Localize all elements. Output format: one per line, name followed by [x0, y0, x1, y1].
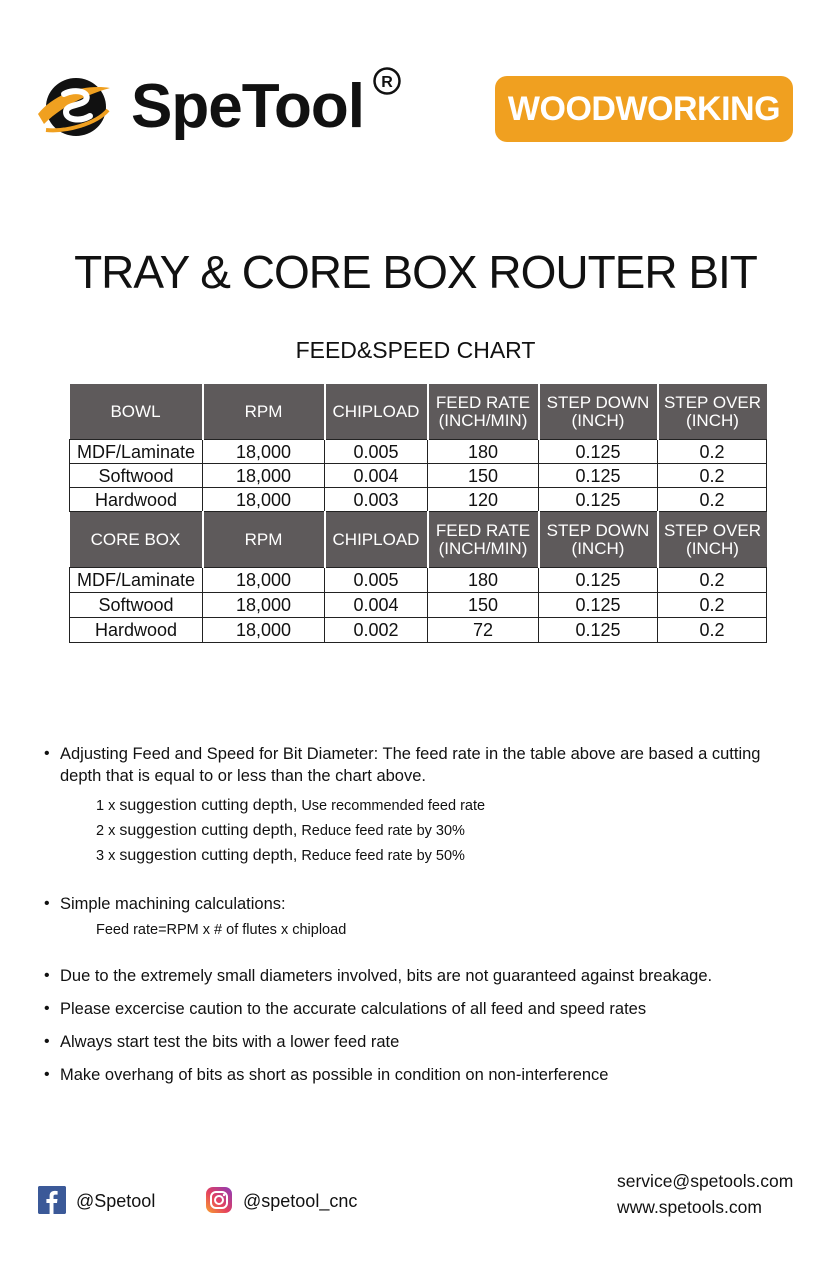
spetool-logo-icon	[36, 74, 112, 140]
rpm-cell: 18,000	[203, 593, 325, 618]
header-step-over	[658, 384, 767, 440]
chipload-cell: 0.004	[325, 464, 428, 488]
category-badge: WOODWORKING	[495, 76, 793, 142]
feed-rate-cell: 120	[428, 488, 539, 512]
header-step-over	[658, 512, 767, 568]
feed-rate-cell: 150	[428, 464, 539, 488]
note-item	[44, 1064, 784, 1086]
bullet: •	[44, 895, 50, 912]
bullet: •	[44, 1066, 50, 1083]
header-feed-rate	[428, 512, 539, 568]
depth-rule	[96, 821, 465, 841]
step-down-cell: 0.125	[539, 568, 658, 593]
contact-email[interactable]: service@spetools.com	[617, 1171, 794, 1191]
registered-mark-icon	[372, 66, 402, 96]
table-header-row	[70, 512, 767, 568]
table-row	[70, 464, 767, 488]
rpm-cell: 18,000	[203, 488, 325, 512]
header-step-down	[539, 384, 658, 440]
note-text: Due to the extremely small diameters involved, bits are not guaranteed against breakage.	[60, 967, 713, 985]
step-down-cell: 0.125	[539, 440, 658, 464]
depth-rule-text: Reduce feed rate by 50%	[301, 848, 465, 864]
feed-rate-cell: 180	[428, 440, 539, 464]
header-step-down-unit: (INCH)	[571, 538, 625, 558]
step-over-cell: 0.2	[658, 568, 767, 593]
note-text: Make overhang of bits as short as possible in condition on non-interference	[60, 1066, 609, 1084]
table-header-row	[70, 384, 767, 440]
note-adjust	[44, 743, 784, 787]
header-feed-rate-unit: (INCH/MIN)	[438, 410, 528, 430]
instagram-icon[interactable]	[205, 1186, 233, 1214]
calc-formula: Feed rate=RPM x # of flutes x chipload	[96, 922, 347, 938]
table-row	[70, 593, 767, 618]
brand-name: SpeTool	[131, 72, 364, 141]
step-over-cell: 0.2	[658, 464, 767, 488]
note-text: Please excercise caution to the accurate calculations of all feed and speed rates	[60, 1000, 647, 1018]
header-step-over-unit: (INCH)	[686, 410, 739, 430]
header-step-down-label: STEP DOWN	[546, 392, 650, 412]
material-cell: MDF/Laminate	[70, 568, 203, 593]
instagram-handle[interactable]: @spetool_cnc	[243, 1191, 358, 1211]
table-row	[70, 618, 767, 643]
bullet: •	[44, 1000, 50, 1017]
header-step-down	[539, 512, 658, 568]
depth-rule	[96, 846, 465, 866]
header-step-over-label: STEP OVER	[664, 392, 761, 412]
section-name-cell: CORE BOX	[70, 512, 203, 568]
step-down-cell: 0.125	[539, 488, 658, 512]
feed-rate-cell: 150	[428, 593, 539, 618]
feed-speed-table	[69, 384, 767, 643]
material-cell: Softwood	[70, 593, 203, 618]
svg-text:R: R	[381, 74, 393, 91]
bullet: •	[44, 745, 50, 762]
contact-website[interactable]: www.spetools.com	[617, 1197, 762, 1217]
header-rpm: RPM	[203, 512, 325, 568]
material-cell: MDF/Laminate	[70, 440, 203, 464]
header-rpm: RPM	[203, 384, 325, 440]
depth-multiplier: 3 x	[96, 848, 116, 864]
step-down-cell: 0.125	[539, 618, 658, 643]
depth-multiplier: 1 x	[96, 798, 116, 814]
facebook-icon[interactable]	[38, 1186, 66, 1214]
table-row	[70, 488, 767, 512]
header-feed-rate-unit: (INCH/MIN)	[438, 538, 528, 558]
note-text: Adjusting Feed and Speed for Bit Diameter: The feed rate in the table above are based a cutting depth that is equal to or less than the chart above.	[60, 745, 761, 785]
rpm-cell: 18,000	[203, 618, 325, 643]
note-item	[44, 1031, 784, 1053]
material-cell: Hardwood	[70, 618, 203, 643]
facebook-handle[interactable]: @Spetool	[76, 1191, 156, 1211]
chart-subtitle: FEED&SPEED CHART	[295, 337, 536, 363]
material-cell: Hardwood	[70, 488, 203, 512]
rpm-cell: 18,000	[203, 440, 325, 464]
material-cell: Softwood	[70, 464, 203, 488]
note-text: Simple machining calculations:	[60, 895, 286, 913]
chipload-cell: 0.004	[325, 593, 428, 618]
chipload-cell: 0.005	[325, 440, 428, 464]
rpm-cell: 18,000	[203, 464, 325, 488]
header-step-over-label: STEP OVER	[664, 520, 761, 540]
note-calc	[44, 893, 784, 915]
step-down-cell: 0.125	[539, 464, 658, 488]
header-step-down-label: STEP DOWN	[546, 520, 650, 540]
feed-rate-cell: 72	[428, 618, 539, 643]
depth-rule-text: Use recommended feed rate	[301, 798, 486, 814]
header-chipload: CHIPLOAD	[325, 384, 428, 440]
header-chipload: CHIPLOAD	[325, 512, 428, 568]
step-over-cell: 0.2	[658, 440, 767, 464]
chipload-cell: 0.002	[325, 618, 428, 643]
depth-rule	[96, 796, 485, 816]
header-step-down-unit: (INCH)	[571, 410, 625, 430]
depth-phrase: suggestion cutting depth,	[119, 847, 298, 864]
header-step-over-unit: (INCH)	[686, 538, 739, 558]
table-row	[70, 568, 767, 593]
depth-multiplier: 2 x	[96, 823, 116, 839]
depth-phrase: suggestion cutting depth,	[119, 822, 298, 839]
bullet: •	[44, 967, 50, 984]
note-item	[44, 998, 784, 1020]
note-text: Always start test the bits with a lower feed rate	[60, 1033, 400, 1051]
rpm-cell: 18,000	[203, 568, 325, 593]
table-row	[70, 440, 767, 464]
note-item	[44, 965, 784, 987]
step-over-cell: 0.2	[658, 618, 767, 643]
step-down-cell: 0.125	[539, 593, 658, 618]
step-over-cell: 0.2	[658, 488, 767, 512]
chipload-cell: 0.005	[325, 568, 428, 593]
step-over-cell: 0.2	[658, 593, 767, 618]
depth-rule-text: Reduce feed rate by 30%	[301, 823, 465, 839]
header-feed-rate-label: FEED RATE	[435, 520, 531, 540]
section-name-cell: BOWL	[70, 384, 203, 440]
page-title: TRAY & CORE BOX ROUTER BIT	[74, 246, 757, 298]
depth-phrase: suggestion cutting depth,	[119, 797, 298, 814]
header-feed-rate	[428, 384, 539, 440]
feed-rate-cell: 180	[428, 568, 539, 593]
bullet: •	[44, 1033, 50, 1050]
chipload-cell: 0.003	[325, 488, 428, 512]
header-feed-rate-label: FEED RATE	[435, 392, 531, 412]
